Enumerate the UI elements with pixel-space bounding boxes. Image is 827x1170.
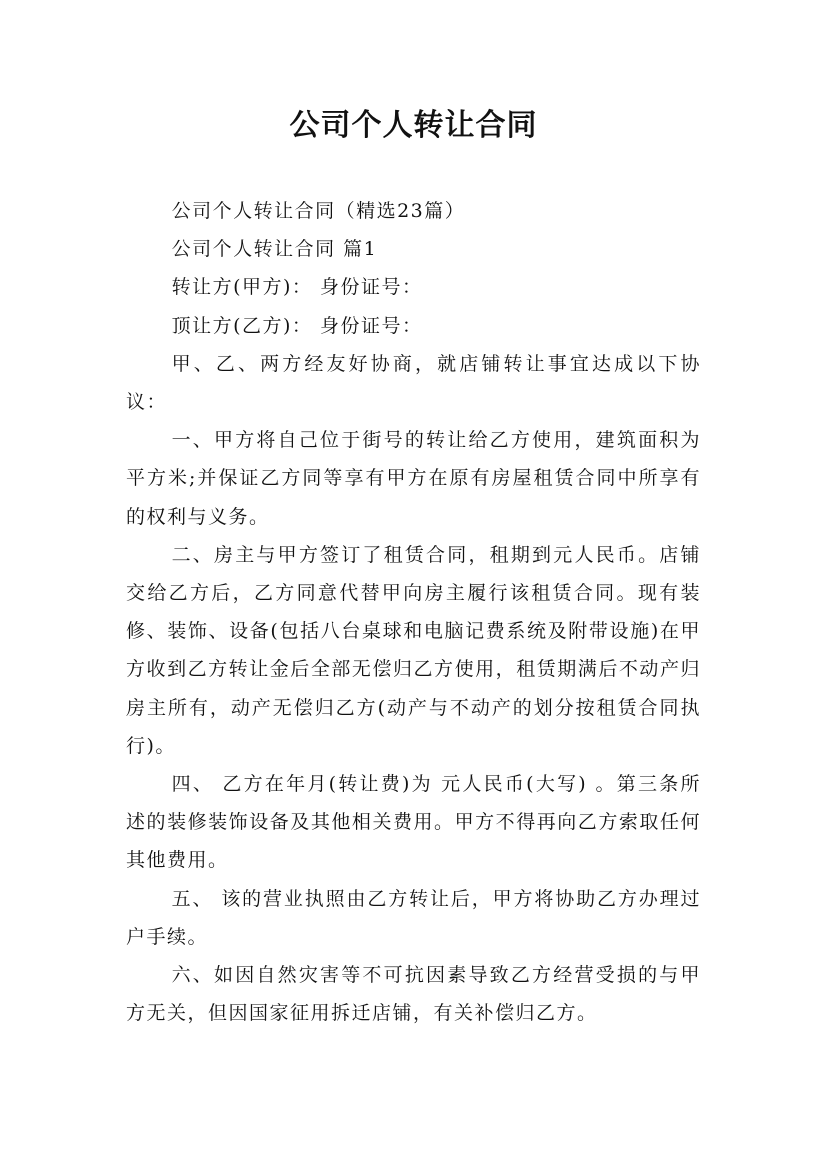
clause-2: 二、房主与甲方签订了租赁合同，租期到元人民币。店铺交给乙方后，乙方同意代替甲向房主履行该租赁合同。现有装修、装饰、设备(包括八台桌球和电脑记费系统及附带设施)在甲方收到乙方转让金后全部无偿归乙方使用，租赁期满后不动产归房主所有，动产无偿归乙方(动产与不动产的划分按租赁合同执行)。 <box>126 543 701 757</box>
document-body <box>126 192 701 1032</box>
clause-1: 一、甲方将自己位于街号的转让给乙方使用，建筑面积为 平方米;并保证乙方同等享有甲方在原有房屋租赁合同中所享有的权利与义务。 <box>126 429 701 528</box>
section-heading: 公司个人转让合同 篇1 <box>171 238 378 261</box>
subtitle-paragraph: 公司个人转让合同（精选23篇） <box>171 200 466 222</box>
clause-6: 六、如因自然灾害等不可抗因素导致乙方经营受损的与甲方无关，但因国家征用拆迁店铺，有关补偿归乙方。 <box>126 964 701 1025</box>
document-title: 公司个人转让合同 <box>289 108 538 143</box>
transferor-line: 转让方(甲方)： 身份证号： <box>171 276 423 299</box>
transferee-line: 顶让方(乙方)： 身份证号： <box>171 314 423 337</box>
agreement-intro: 甲、乙、两方经友好协商，就店铺转让事宜达成以下协议： <box>126 352 701 414</box>
clause-5: 五、 该的营业执照由乙方转让后，甲方将协助乙方办理过户手续。 <box>126 887 701 948</box>
clause-4: 四、 乙方在年月(转让费)为 元人民币(大写) 。第三条所述的装修装饰设备及其他相关费用。甲方不得再向乙方索取任何其他费用。 <box>126 773 701 872</box>
